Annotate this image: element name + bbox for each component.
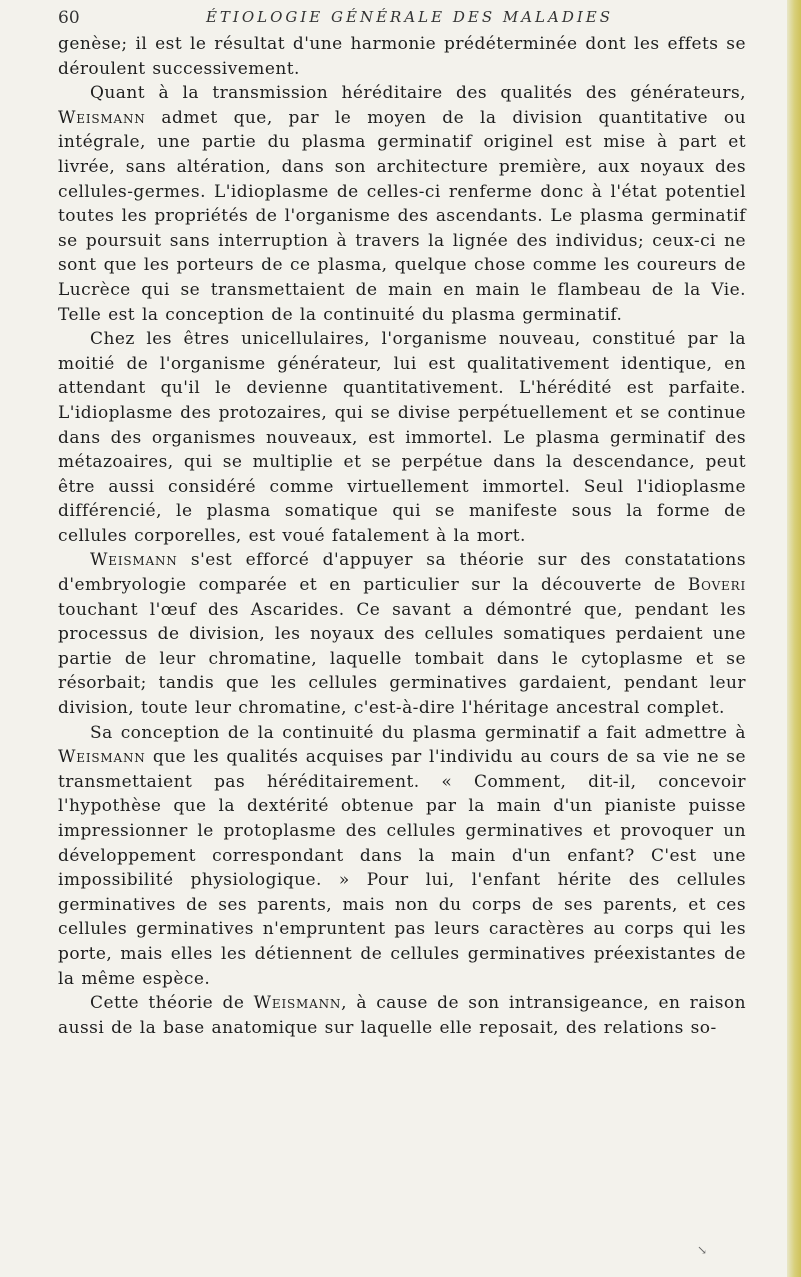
text-run: que les qualités acquises par l'individu au cours de sa vie ne se transmettaient pas héréditairement. « Comment, dit-il, concevoir l'hypothèse que la dextérité obtenue par la main d'un pianiste puisse impressionner le protoplasme des cellules germinatives et provoquer un développement correspondant dans la main d'un enfant? C'est une impossibilité physiologique. » Pour lui, l'enfant hérite des cellules germinatives de ses parents, mais non du corps de ses parents, et ces cellules germinatives n'empruntent pas leurs caractères au corps qui les porte, mais elles les détiennent de cellules germinatives préexistantes de la même espèce. bbox=[58, 747, 746, 989]
page-header bbox=[58, 6, 761, 32]
text-run: s'est efforcé d'appuyer sa théorie sur des constatations d'embryologie comparée et en particulier sur la découverte de bbox=[58, 550, 746, 596]
text-run: genèse; il est le résultat d'une harmonie prédéterminée dont les effets se déroulent successivement. bbox=[58, 34, 746, 79]
text-run: Sa conception de la continuité du plasma germinatif a fait admettre à bbox=[90, 722, 746, 743]
author-name: Weismann bbox=[58, 107, 146, 128]
text-run: Quant à la transmission héréditaire des qualités des générateurs, bbox=[90, 83, 746, 104]
body-text bbox=[58, 32, 746, 1040]
paragraph bbox=[58, 548, 746, 720]
text-run: admet que, par le moyen de la division quantitative ou intégrale, une partie du plasma germinatif originel est mise à part et livrée, sans altération, dans son architecture première, aux noyaux des cellules-germes. L'idioplasme de celles-ci renferme donc à l'état potentiel toutes les propriétés de l'organisme des ascendants. Le plasma germinatif se poursuit sans interruption à travers la lignée des individus; ceux-ci ne sont que les porteurs de ce plasma, quelque chose comme les coureurs de Lucrèce qui se transmettaient de main en main le flambeau de la Vie. Telle est la conception de la continuité du plasma germinatif. bbox=[58, 107, 746, 325]
author-name: Weismann bbox=[90, 550, 178, 571]
running-title: ÉTIOLOGIE GÉNÉRALE DES MALADIES bbox=[205, 8, 614, 26]
page-number: 60 bbox=[58, 8, 80, 28]
stray-mark: ↘ bbox=[697, 1243, 708, 1257]
author-name: Weismann bbox=[58, 747, 146, 768]
author-name: Weismann bbox=[253, 993, 342, 1014]
paragraph bbox=[58, 721, 746, 992]
paragraph bbox=[58, 81, 746, 327]
paragraph bbox=[58, 32, 746, 81]
paragraph bbox=[58, 991, 746, 1040]
text-run: , à cause de son intransigeance, en raison aussi de la base anatomique sur laquelle elle reposait, des relations so- bbox=[58, 993, 746, 1038]
text-run: Chez les êtres unicellulaires, l'organisme nouveau, constitué par la moitié de l'organisme générateur, lui est qualitativement identique, en attendant qu'il le devienne quantitativement. L'hérédité est parfaite. L'idioplasme des protozaires, qui se divise perpétuellement et se continue dans des organismes nouveaux, est immortel. Le plasma germinatif des métazoaires, qui se multiplie et se perpétue dans la descendance, peut être aussi considéré comme virtuellement immortel. Seul l'idioplasme différencié, le plasma somatique qui se manifeste sous la forme de cellules corporelles, est voué fatalement à la mort. bbox=[58, 329, 746, 546]
text-run: touchant l'œuf des Ascarides. Ce savant a démontré que, pendant les processus de division, les noyaux des cellules somatiques perdaient une partie de leur chromatine, laquelle tombait dans le cytoplasme et se résorbait; tandis que les cellules germinatives gardaient, pendant leur division, toute leur chromatine, c'est-à-dire l'héritage ancestral complet. bbox=[58, 599, 746, 719]
text-run: Cette théorie de bbox=[90, 993, 254, 1014]
page-edge bbox=[787, 0, 801, 1277]
paragraph bbox=[58, 327, 746, 548]
author-name: Boveri bbox=[687, 575, 746, 596]
